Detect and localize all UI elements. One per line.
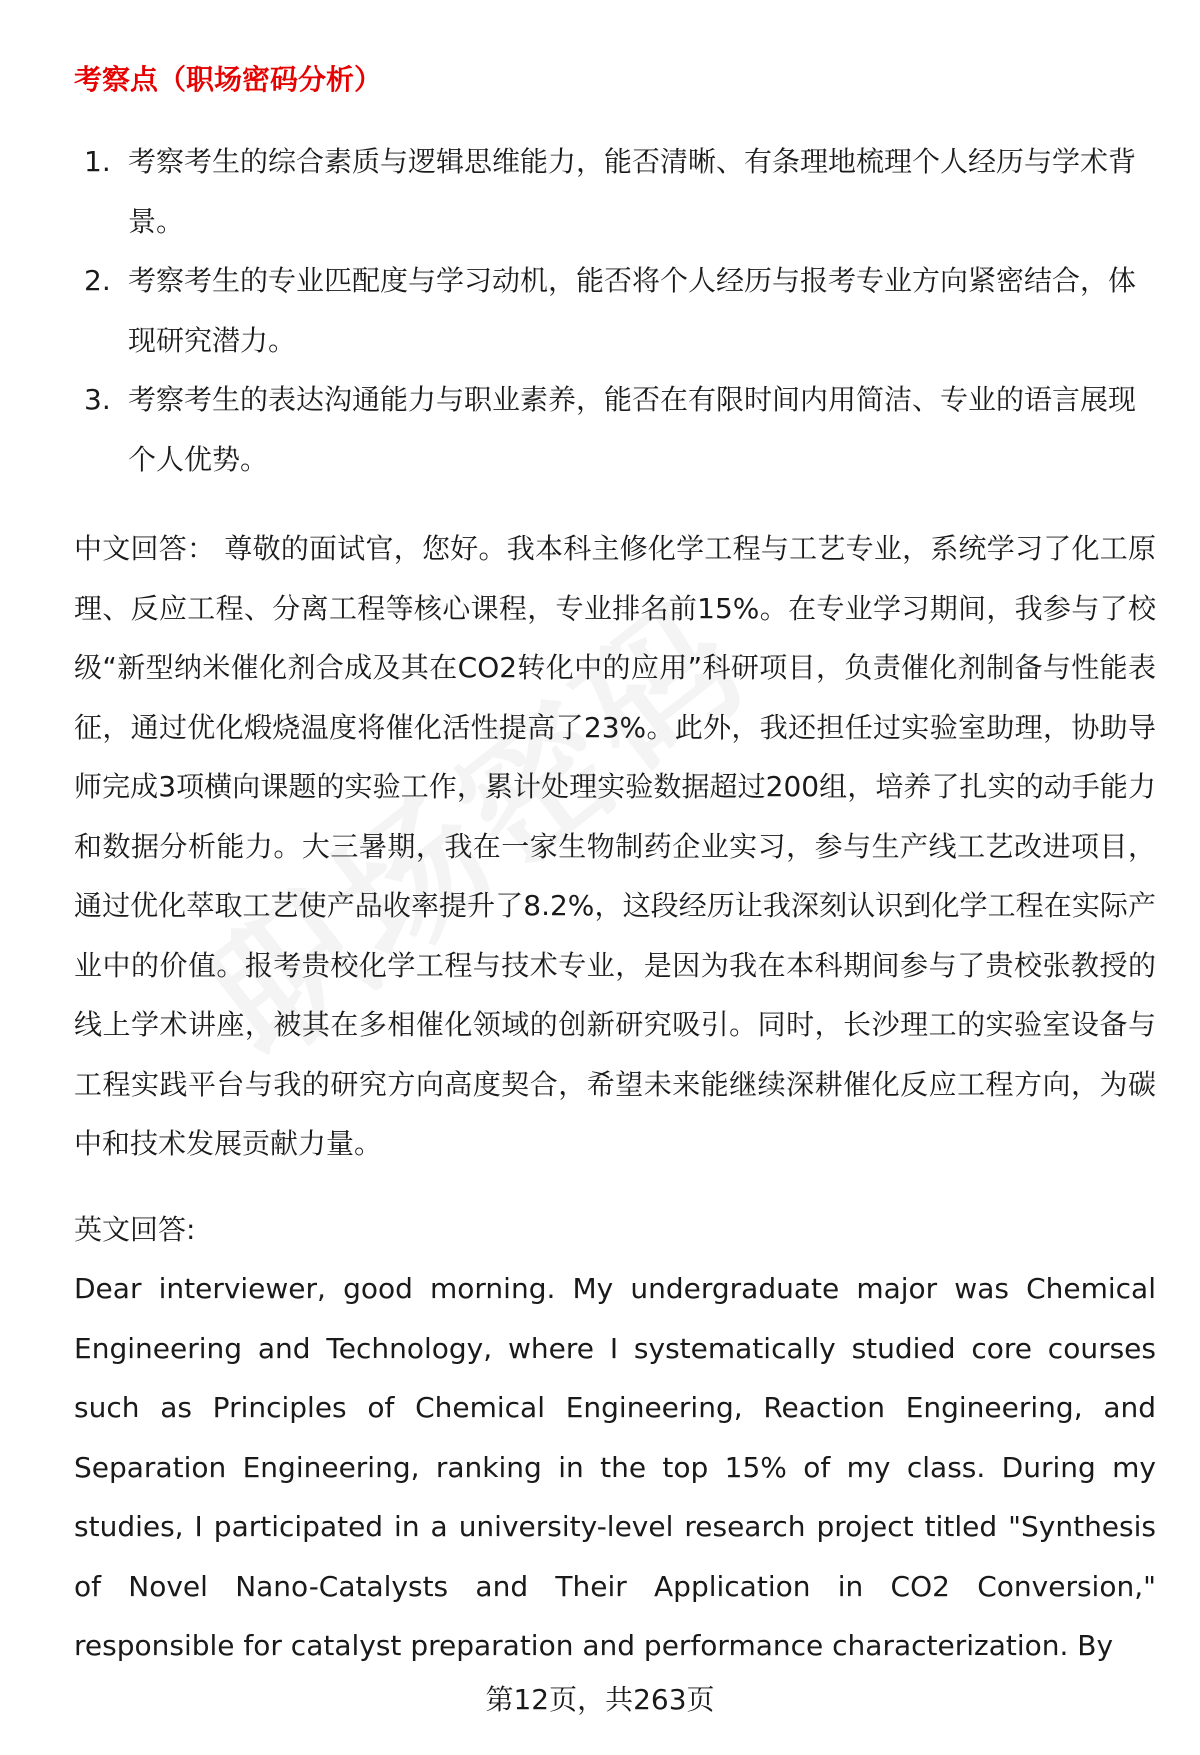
list-item (74, 251, 1156, 370)
list-item (74, 132, 1156, 251)
english-answer-paragraph: Dear interviewer, good morning. My undergraduate major was Chemical Engineering and Technology, where I systematically studied core courses such as Principles of Chemical Engineering, Reaction Engineering, and Separation Engineering, ranking in the top 15% of my class. During my studies, I participated in a university-level research project titled "Synthesis of Novel Nano-Catalysts and Their Application in CO2 Conversion," responsible for catalyst preparation and performance characterization. By (74, 1272, 1156, 1662)
list-item (74, 370, 1156, 489)
english-answer-label: 英文回答: (74, 1212, 196, 1246)
list-item-text: 考察考生的专业匹配度与学习动机，能否将个人经历与报考专业方向紧密结合，体现研究潜力。 (128, 264, 1137, 357)
list-item-text: 考察考生的表达沟通能力与职业素养，能否在有限时间内用简洁、专业的语言展现个人优势。 (128, 383, 1137, 476)
list-item-text: 考察考生的综合素质与逻辑思维能力，能否清晰、有条理地梳理个人经历与学术背景。 (128, 145, 1137, 238)
list-item-number: 1. (84, 145, 111, 178)
page-number-footer: 第12页，共263页 (485, 1683, 715, 1716)
document-page (74, 56, 1156, 1676)
chinese-answer-paragraph: 中文回答： 尊敬的面试官，您好。我本科主修化学工程与工艺专业，系统学习了化工原理、反应工程、分离工程等核心课程，专业排名前15%。在专业学习期间，我参与了校级“新型纳米催化剂合成及其在CO2转化中的应用”科研项目，负责催化剂制备与性能表征，通过优化煅烧温度将催化活性提高了23%。此外，我还担任过实验室助理，协助导师完成3项横向课题的实验工作，累计处理实验数据超过200组，培养了扎实的动手能力和数据分析能力。大三暑期，我在一家生物制药企业实习，参与生产线工艺改进项目，通过优化萃取工艺使产品收率提升了8.2%，这段经历让我深刻认识到化学工程在实际产业中的价值。报考贵校化学工程与技术专业，是因为我在本科期间参与了贵校张教授的线上学术讲座，被其在多相催化领域的创新研究吸引。同时，长沙理工的实验室设备与工程实践平台与我的研究方向高度契合，希望未来能继续深耕催化反应工程方向，为碳中和技术发展贡献力量。 (74, 532, 1156, 1160)
assessment-points-list (74, 132, 1156, 489)
list-item-number: 3. (84, 383, 111, 416)
section-title: 考察点（职场密码分析） (74, 63, 383, 96)
list-item-number: 2. (84, 264, 111, 297)
